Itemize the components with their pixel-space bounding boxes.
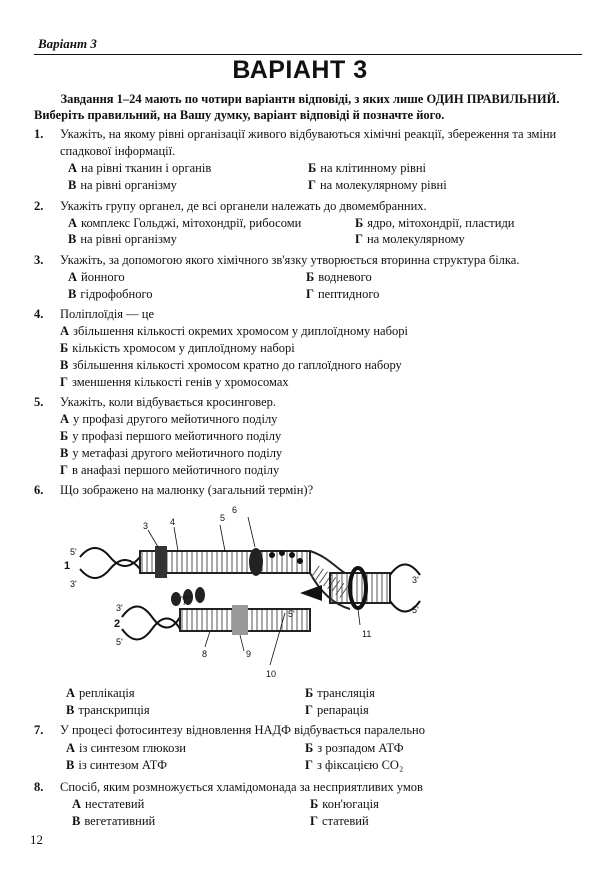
q8-option-g[interactable] <box>310 814 369 829</box>
option-text: в анафазі першого мейотичного поділу <box>71 463 280 477</box>
option-text: кон'югація <box>322 797 379 811</box>
option-text: на молекулярному <box>366 232 465 246</box>
figure-label-3-prime-a: 3' <box>70 579 77 589</box>
q7-option-v[interactable] <box>66 758 167 773</box>
option-text: на рівні організму <box>80 178 177 192</box>
option-text: репарація <box>316 703 369 717</box>
figure-label-3-prime-b: 3' <box>116 603 123 613</box>
option-letter: Г <box>308 178 316 192</box>
figure-label-10: 10 <box>266 669 277 679</box>
option-letter: Б <box>60 341 69 355</box>
q3-option-g[interactable] <box>306 287 379 302</box>
q1-option-a[interactable] <box>68 161 211 176</box>
option-text: з розпадом АТФ <box>317 741 404 755</box>
helicase-arrow-icon <box>300 585 322 601</box>
option-letter: В <box>68 287 77 301</box>
q8-option-b[interactable] <box>310 797 379 812</box>
option-text: у метафазі другого мейотичного поділу <box>72 446 283 460</box>
q5-option-a[interactable] <box>60 412 277 427</box>
q5-option-v[interactable] <box>60 446 282 461</box>
option-text: на рівні організму <box>80 232 177 246</box>
q4-option-b[interactable] <box>60 341 295 356</box>
option-letter: А <box>66 686 76 700</box>
option-letter: А <box>68 216 78 230</box>
option-text: транскрипція <box>78 703 150 717</box>
page-title: ВАРІАНТ 3 <box>232 56 368 84</box>
question-number: 4. <box>34 307 44 321</box>
question-text: Укажіть, на якому рівні організації живого відбуваються хімічні реакції, збереження та зміни <box>60 127 557 141</box>
figure-label-5: 5 <box>220 513 226 523</box>
option-text: пептидного <box>317 287 380 301</box>
figure-label-1: 1 <box>64 560 71 572</box>
option-text: йонного <box>81 270 125 284</box>
q4-option-a[interactable] <box>60 324 408 339</box>
figure-label-7: 7 <box>182 597 188 607</box>
q1-option-b[interactable] <box>308 161 426 176</box>
instructions-line-1: Завдання 1–24 мають по чотири варіанти відповіді, з яких лише ОДИН ПРАВИЛЬНИЙ. <box>60 92 560 106</box>
q3-option-v[interactable] <box>68 287 153 302</box>
q3-option-b[interactable] <box>306 270 372 285</box>
figure-label-11: 11 <box>362 629 372 639</box>
option-text: вегетативний <box>84 814 156 828</box>
option-letter: В <box>66 758 75 772</box>
q2-option-a[interactable] <box>68 216 301 231</box>
option-text: із синтезом глюкози <box>79 741 186 755</box>
question-text: Спосіб, яким розмножується хламідомонада за несприятливих умов <box>60 780 423 794</box>
option-letter: Г <box>306 287 314 301</box>
option-letter: Б <box>60 429 69 443</box>
question-number: 5. <box>34 395 44 409</box>
q1-option-g[interactable] <box>308 178 447 193</box>
q2-option-g[interactable] <box>355 232 465 247</box>
option-letter: Г <box>355 232 363 246</box>
q6-option-b[interactable] <box>305 686 375 701</box>
option-letter: А <box>66 741 76 755</box>
option-letter: Г <box>310 814 318 828</box>
polymerase-block <box>232 605 248 635</box>
option-text: статевий <box>321 814 369 828</box>
upper-duplex <box>80 546 310 578</box>
option-text: збільшення кількості окремих хромосом у диплоїдному наборі <box>73 324 408 338</box>
option-letter: Б <box>305 741 314 755</box>
question-number: 6. <box>34 483 44 497</box>
option-letter: А <box>60 412 70 426</box>
option-letter: В <box>68 232 77 246</box>
lower-duplex <box>122 587 310 640</box>
option-letter: Г <box>60 463 68 477</box>
figure-label-3: 3 <box>143 521 149 531</box>
option-text: ядро, мітохондрії, пластиди <box>367 216 515 230</box>
q5-option-b[interactable] <box>60 429 281 444</box>
option-letter: Б <box>355 216 364 230</box>
option-letter: Б <box>308 161 317 175</box>
protein-block-3 <box>155 546 167 578</box>
q7-option-g[interactable] <box>305 758 403 773</box>
option-text: у профазі першого мейотичного поділу <box>72 429 282 443</box>
option-text: на рівні тканин і органів <box>81 161 212 175</box>
figure-label-6: 6 <box>232 505 238 515</box>
question-number: 8. <box>34 780 44 794</box>
option-letter: Г <box>305 703 313 717</box>
question-text: Поліплоїдія — це <box>60 307 155 321</box>
label-leaders <box>148 517 360 665</box>
instructions-line-2: Виберіть правильний, на Вашу думку, варіант відповіді й позначте його. <box>34 108 445 122</box>
figure-label-3-prime-c: 3' <box>412 575 419 585</box>
figure-label-9: 9 <box>246 649 252 659</box>
figure-label-8: 8 <box>202 649 208 659</box>
option-text: зменшення кількості генів у хромосомах <box>71 375 289 389</box>
option-text: із синтезом АТФ <box>78 758 168 772</box>
option-text: на клітинному рівні <box>320 161 427 175</box>
option-letter: В <box>68 178 77 192</box>
option-letter: А <box>68 161 78 175</box>
question-text: Укажіть групу органел, де всі органели належать до двомембранних. <box>60 199 427 213</box>
option-text: з фіксацією CO₂ <box>316 758 404 772</box>
running-head: Варіант 3 <box>38 36 97 51</box>
option-letter: В <box>72 814 81 828</box>
option-text: водневого <box>318 270 372 284</box>
q7-option-a[interactable] <box>66 741 186 756</box>
question-1-text-line-2: спадкової інформації. <box>60 144 176 158</box>
question-text: Що зображено на малюнку (загальний термін)? <box>60 483 314 497</box>
option-text: трансляція <box>317 686 375 700</box>
option-text: реплікація <box>79 686 135 700</box>
option-letter: Г <box>305 758 313 772</box>
protein-ellipse-6 <box>249 548 263 576</box>
figure-label-5-prime-c: 5' <box>412 605 419 615</box>
question-number: 2. <box>34 199 44 213</box>
figure-label-5-prime-d: 5' <box>288 609 295 619</box>
q4-option-v[interactable] <box>60 358 402 373</box>
header-rule <box>34 54 582 55</box>
q8-option-v[interactable] <box>72 814 155 829</box>
option-text: нестатевий <box>85 797 145 811</box>
option-text: гідрофобного <box>80 287 153 301</box>
option-letter: Б <box>306 270 315 284</box>
figure-label-4: 4 <box>170 517 176 527</box>
question-number: 3. <box>34 253 44 267</box>
option-text: збільшення кількості хромосом кратно до гаплоїдного набору <box>72 358 402 372</box>
question-number: 1. <box>34 127 44 141</box>
q6-option-g[interactable] <box>305 703 369 718</box>
option-letter: В <box>60 358 69 372</box>
option-letter: Б <box>305 686 314 700</box>
option-text: комплекс Гольджі, мітохондрії, рибосоми <box>81 216 302 230</box>
page-number: 12 <box>30 832 43 847</box>
question-number: 7. <box>34 723 44 737</box>
q1-option-v[interactable] <box>68 178 177 193</box>
option-letter: Г <box>60 375 68 389</box>
figure-label-5-prime-b: 5' <box>116 637 123 647</box>
question-text: Укажіть, коли відбувається кросинговер. <box>60 395 277 409</box>
option-text: кількість хромосом у диплоїдному наборі <box>72 341 295 355</box>
q2-option-v[interactable] <box>68 232 177 247</box>
q4-option-g[interactable] <box>60 375 289 390</box>
q8-option-a[interactable] <box>72 797 144 812</box>
option-text: на молекулярному рівні <box>319 178 447 192</box>
q3-option-a[interactable] <box>68 270 125 285</box>
q2-option-b[interactable] <box>355 216 515 231</box>
figure-label-2: 2 <box>114 618 121 630</box>
dna-replication-figure <box>60 505 430 680</box>
option-text: у профазі другого мейотичного поділу <box>73 412 278 426</box>
option-letter: Б <box>310 797 319 811</box>
option-letter: А <box>72 797 82 811</box>
q6-option-v[interactable] <box>66 703 150 718</box>
option-letter: В <box>60 446 69 460</box>
question-text: У процесі фотосинтезу відновлення НАДФ відбувається паралельно <box>60 723 425 737</box>
q7-option-b[interactable] <box>305 741 404 756</box>
figure-label-5-prime-a: 5' <box>70 547 77 557</box>
option-letter: А <box>60 324 70 338</box>
option-letter: В <box>66 703 75 717</box>
q6-option-a[interactable] <box>66 686 135 701</box>
question-text: Укажіть, за допомогою якого хімічного зв'язку утворюється вторинна структура білка. <box>60 253 520 267</box>
q5-option-g[interactable] <box>60 463 279 478</box>
option-letter: А <box>68 270 78 284</box>
